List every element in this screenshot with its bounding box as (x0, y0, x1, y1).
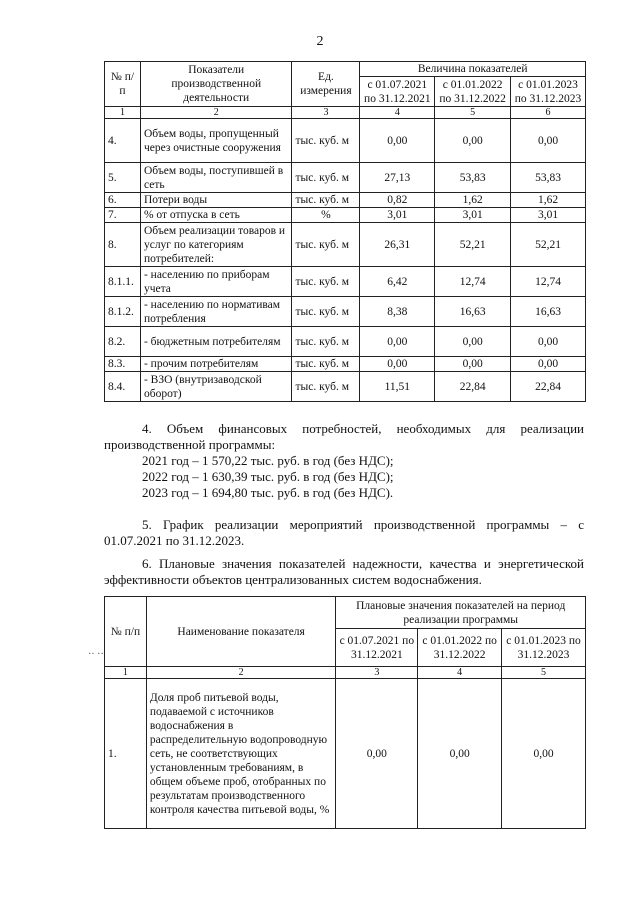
row-value: 0,00 (360, 119, 435, 163)
row-value: 3,01 (435, 208, 511, 223)
row-value: 8,38 (360, 297, 435, 327)
row-unit: тыс. куб. м (292, 267, 360, 297)
row-num: 8.1.1. (105, 267, 141, 297)
row-value: 27,13 (360, 163, 435, 193)
row-num: 7. (105, 208, 141, 223)
row-indicator: - прочим потребителям (140, 357, 292, 372)
section-6-paragraph: 6. Плановые значения показателей надежности, качества и энергетической эффективности объектов централизованных систем водоснабжения. (104, 556, 584, 587)
row-value: 52,21 (435, 223, 511, 267)
row-value: 16,63 (511, 297, 586, 327)
row-unit: тыс. куб. м (292, 163, 360, 193)
index-cell: 1 (105, 107, 141, 119)
row-value: 3,01 (511, 208, 586, 223)
table-row (105, 297, 586, 327)
index-cell: 3 (292, 107, 360, 119)
row-indicator: - бюджетным потребителям (140, 327, 292, 357)
row-value: 1,62 (511, 193, 586, 208)
table-row (105, 208, 586, 223)
production-indicators-table (104, 61, 586, 402)
table-row (105, 223, 586, 267)
row-value: 0,00 (511, 119, 586, 163)
financing-2021: 2021 год – 1 570,22 тыс. руб. в год (без НДС); (142, 453, 394, 468)
financing-2022: 2022 год – 1 630,39 тыс. руб. в год (без НДС); (142, 469, 394, 484)
index-cell: 3 (336, 667, 418, 679)
row-value: 0,00 (360, 357, 435, 372)
row-value: 12,74 (511, 267, 586, 297)
row-value: 53,83 (435, 163, 511, 193)
section-5-paragraph: 5. График реализации мероприятий производственной программы – с 01.07.2021 по 31.12.2023. (104, 517, 584, 548)
header-indicator-name: Наименование показателя (146, 597, 336, 667)
row-indicator: Объем воды, поступившей в сеть (140, 163, 292, 193)
row-value: 0,00 (360, 327, 435, 357)
index-cell: 2 (146, 667, 336, 679)
table-row (105, 163, 586, 193)
table-row (105, 327, 586, 357)
row-value: 6,42 (360, 267, 435, 297)
row-num: 8.2. (105, 327, 141, 357)
row-value: 16,63 (435, 297, 511, 327)
row-num: 8.4. (105, 372, 141, 402)
row-indicator: - населению по нормативам потребления (140, 297, 292, 327)
table-row (105, 193, 586, 208)
row-indicator-name: Доля проб питьевой воды, подаваемой с источников водоснабжения в распределительную водопроводную сеть, не соответствующих установленным требованиям, в общем объеме проб, отобранных по результатам производственного контроля качества питьевой воды, % (146, 679, 336, 829)
row-num: 8.1.2. (105, 297, 141, 327)
index-cell: 4 (418, 667, 502, 679)
table-row (105, 267, 586, 297)
row-num: 6. (105, 193, 141, 208)
header-period-2023: с 01.01.2023 по 31.12.2023 (511, 77, 586, 107)
row-indicator: Объем реализации товаров и услуг по категориям потребителей: (140, 223, 292, 267)
row-indicator: % от отпуска в сеть (140, 208, 292, 223)
row-num: 4. (105, 119, 141, 163)
row-value: 0,00 (511, 327, 586, 357)
row-value: 0,00 (511, 357, 586, 372)
header-planned-group: Плановые значения показателей на период реализации программы (336, 597, 586, 629)
row-value: 22,84 (435, 372, 511, 402)
row-value: 0,00 (435, 327, 511, 357)
header-period-2022: с 01.01.2022 по 31.12.2022 (435, 77, 511, 107)
header-values-group: Величина показателей (360, 62, 586, 77)
row-unit: тыс. куб. м (292, 327, 360, 357)
header-period-2021: с 01.07.2021 по 31.12.2021 (336, 629, 418, 667)
row-value: 0,00 (418, 679, 502, 829)
index-cell: 4 (360, 107, 435, 119)
row-indicator: - ВЗО (внутризаводской оборот) (140, 372, 292, 402)
planned-indicators-table (104, 596, 586, 829)
margin-mark: ‥ ‥ (88, 646, 104, 657)
index-cell: 5 (502, 667, 586, 679)
row-num: 8. (105, 223, 141, 267)
row-indicator: Потери воды (140, 193, 292, 208)
row-value: 52,21 (511, 223, 586, 267)
row-unit: тыс. куб. м (292, 372, 360, 402)
row-unit: % (292, 208, 360, 223)
row-num: 8.3. (105, 357, 141, 372)
header-period-2021: с 01.07.2021 по 31.12.2021 (360, 77, 435, 107)
table-row (105, 679, 586, 829)
row-unit: тыс. куб. м (292, 193, 360, 208)
header-num: № п/п (105, 597, 147, 667)
header-period-2023: с 01.01.2023 по 31.12.2023 (502, 629, 586, 667)
table-row (105, 372, 586, 402)
index-cell: 2 (140, 107, 292, 119)
row-value: 12,74 (435, 267, 511, 297)
row-value: 3,01 (360, 208, 435, 223)
row-value: 53,83 (511, 163, 586, 193)
row-unit: тыс. куб. м (292, 223, 360, 267)
row-value: 11,51 (360, 372, 435, 402)
row-num: 5. (105, 163, 141, 193)
row-unit: тыс. куб. м (292, 357, 360, 372)
row-value: 22,84 (511, 372, 586, 402)
table-row (105, 119, 586, 163)
row-value: 0,00 (502, 679, 586, 829)
row-indicator: - населению по приборам учета (140, 267, 292, 297)
row-value: 0,82 (360, 193, 435, 208)
index-cell: 6 (511, 107, 586, 119)
index-cell: 5 (435, 107, 511, 119)
row-value: 0,00 (435, 357, 511, 372)
section-4-paragraph: 4. Объем финансовых потребностей, необходимых для реализации производственной программы: (104, 421, 584, 452)
row-unit: тыс. куб. м (292, 297, 360, 327)
header-indicator: Показатели производственной деятельности (140, 62, 292, 107)
financing-2023: 2023 год – 1 694,80 тыс. руб. в год (без НДС). (142, 485, 394, 500)
page-number: 2 (316, 34, 324, 49)
row-num: 1. (105, 679, 147, 829)
row-value: 1,62 (435, 193, 511, 208)
header-num: № п/п (105, 62, 141, 107)
row-indicator: Объем воды, пропущенный через очистные сооружения (140, 119, 292, 163)
table-row (105, 357, 586, 372)
header-period-2022: с 01.01.2022 по 31.12.2022 (418, 629, 502, 667)
row-value: 0,00 (435, 119, 511, 163)
row-value: 26,31 (360, 223, 435, 267)
row-unit: тыс. куб. м (292, 119, 360, 163)
index-cell: 1 (105, 667, 147, 679)
row-value: 0,00 (336, 679, 418, 829)
header-unit: Ед. измерения (292, 62, 360, 107)
